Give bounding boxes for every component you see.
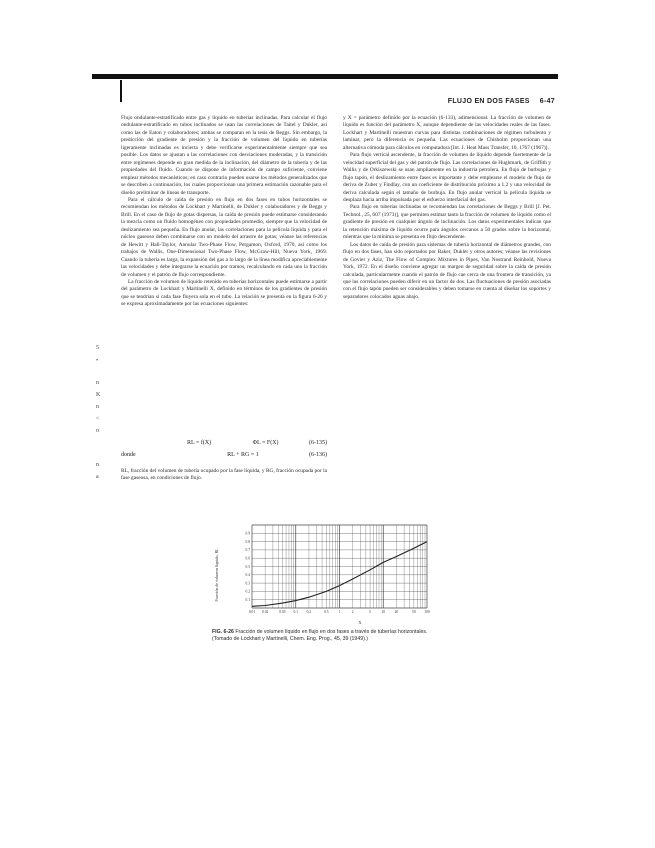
caption-label: FIG. 6-26 <box>212 629 234 635</box>
paragraph: y X = parámetro definido por la ecuación (6-133), adimensional. La fracción de volumen de líquido es función del parámetro X, aunque dependiente de las velocidades reales de las fases. Lockhart y Martinelli muestran curvas para distintas combinaciones de régimen turbulento y laminar, pero la diferencia es pequeña. Las ecuaciones de Chisholm proporcionan una alternativa cómoda para cálculos en computadora [Int. J. Heat Mass Transfer, 10, 1767 (1967)]. <box>343 115 551 151</box>
margin-mark: n <box>96 380 99 386</box>
header-section: FLUJO EN DOS FASES <box>447 98 530 105</box>
equation-sub <box>121 452 327 458</box>
equation-where: donde <box>121 452 136 458</box>
paragraph: Flujo ondulante-estratificado entre gas y líquido en tuberías inclinadas. Para calcular el flujo ondulante-estratificado en tubos inclinados se usan las correlaciones de Taitel y Dukler, así como las de Eaton y colaboradores; ambas se comparan en la tesis de Beggs. Sin embargo, la predicción del gradiente de presión y la fracción de volumen del líquido en tuberías ligeramente inclinadas es incierta y debe verificarse experimentalmente siempre que sea posible. Los datos se ajustan a las correlaciones con desviaciones moderadas, y la transición entre regímenes depende en gran medida de la inclinación, del diámetro de la tubería y de las propiedades del fluido. Cuando se dispone de información de campo suficiente, conviene emplear métodos mecanísticos; en caso contrario pueden usarse los métodos generalizados que se describen a continuación, los cuales proporcionan una primera estimación razonable para el diseño preliminar de líneas de transporte. <box>121 115 327 196</box>
left-column <box>121 115 327 573</box>
x-tick-label: 20 <box>394 610 399 614</box>
equation-number: (6-135) <box>309 440 327 446</box>
y-axis-label: Fracción de volumen líquido, RL <box>214 548 219 602</box>
paragraph: Los datos de caída de presión para sistemas de tubería horizontal de diámetros grandes, con flujo en dos fases, han sido reportados por Baker, Dukler y otros autores; véanse las revisiones de Govier y Aziz, The Flow of Complex Mixtures in Pipes, Van Nostrand Reinhold, Nueva York, 1972. En el diseño conviene agregar un margen de seguridad sobre la caída de presión calculada, particularmente cuando el patrón de flujo cae cerca de una frontera de transición, ya que las correlaciones pueden diferir en un factor de dos. Las fluctuaciones de presión asociadas con el flujo tapón pueden ser considerables y deben tomarse en cuenta al diseñar los soportes y separadores colocados aguas abajo. <box>343 241 551 300</box>
margin-mark: < <box>96 416 100 422</box>
x-tick-label: 0.02 <box>262 610 269 614</box>
caption-text: Fracción de volumen líquido en flujo en dos fases a través de tuberías horizontales. <box>235 629 428 635</box>
right-column <box>343 115 551 573</box>
y-tick-label: 0.9 <box>245 531 250 536</box>
x-tick-label: 50 <box>412 610 416 614</box>
paragraph: Para el cálculo de caída de presión en flujo en dos fases en tubos horizontales se recomiendan los métodos de Lockhart y Martinelli, de Dukler y colaboradores y de Beggs y Brill. En el caso de flujo de gotas dispersas, la caída de presión puede estimarse considerando la mezcla como un fluido homogéneo con propiedades promedio, siempre que la velocidad de deslizamiento sea pequeña. En flujo anular, las correlaciones para la película líquida y para el núcleo gaseoso deben combinarse con un modelo del arrastre de gotas; véanse las referencias de Hewitt y Hall-Taylor, Annular Two-Phase Flow, Pergamon, Oxford, 1970, así como los trabajos de Wallis, One-Dimensional Two-Phase Flow, McGraw-Hill, Nueva York, 1969. Cuando la tubería es larga, la expansión del gas a lo largo de la línea modifica apreciablemente las velocidades y debe integrarse la ecuación por tramos, recalculando en cada uno la fracción de volumen y el patrón de flujo correspondiente. <box>121 196 327 278</box>
equation-sub-number: (6-136) <box>309 452 327 458</box>
y-tick-label: 0.6 <box>245 556 250 561</box>
x-tick-label: 100 <box>424 610 430 614</box>
paragraph: La fracción de volumen de líquido retenido en tuberías horizontales puede estimarse a partir del parámetro de Lockhart y Martinelli X, definido en términos de los gradientes de presión que se tendrían si cada fase fluyera sola en el tubo. La relación se presenta en la figura 6-26 y se expresa aproximadamente por las ecuaciones siguientes: <box>121 278 327 308</box>
running-header <box>448 98 555 105</box>
x-axis-label: X <box>358 620 362 625</box>
after-equation-text: RL, fracción del volumen de tubería ocupado por la fase líquida, y RG, fracción ocupada por la fase gaseosa, en condiciones de flujo. <box>121 468 327 482</box>
margin-mark: • <box>96 358 99 364</box>
y-tick-label: 0.3 <box>245 581 250 586</box>
paragraph: Para flujo en tuberías inclinadas se recomiendan las correlaciones de Beggs y Brill [J. Pet. Technol., 25, 607 (1973)], que permiten estimar tanto la fracción de volumen de líquido como el gradiente de presión en cualquier ángulo de inclinación. Los datos experimentales indican que la retención máxima de líquido ocurre para ángulos cercanos a 50 grados sobre la horizontal, mientras que la mínima se presenta en flujo descendente. <box>343 204 551 241</box>
equation-sub-text: RL + RG = 1 <box>227 452 259 458</box>
equation-rhs: ΦL = F(X) <box>252 440 279 446</box>
equation-main <box>121 440 327 446</box>
y-tick-label: 0.5 <box>245 564 250 569</box>
margin-mark: K <box>96 392 101 398</box>
holdup-chart <box>212 520 467 625</box>
x-tick-label: 1 <box>338 610 341 614</box>
x-tick-label: 5 <box>369 610 371 614</box>
margin-mark: a <box>96 474 99 480</box>
thumb-mark <box>120 80 122 102</box>
paragraph: Para flujo vertical ascendente, la fracción de volumen de líquido depende fuertemente de la velocidad superficial del gas y del patrón de flujo. Las correlaciones de Hughmark, de Griffith y Wallis y de Orkiszewski se usan ampliamente en la industria petrolera. En flujo de burbujas y flujo tapón, el deslizamiento entre fases es importante y debe emplearse el modelo de flujo de deriva de Zuber y Findlay, con un coeficiente de distribución próximo a 1.2 y una velocidad de deriva calculada según el tamaño de burbuja. En flujo anular vertical la película líquida se desplaza hacia arriba impulsada por el esfuerzo interfacial del gas. <box>343 152 551 203</box>
caption-source: (Tomado de Lockhart y Martinelli, Chem. Eng. Prog., 45, 39 (1949).) <box>212 635 368 642</box>
margin-mark: n <box>96 462 99 468</box>
figure-caption <box>212 629 492 642</box>
x-tick-label: 0.05 <box>279 610 286 614</box>
y-tick-label: 0.4 <box>245 573 250 578</box>
y-tick-label: 0.7 <box>245 548 250 553</box>
page-number: 6-47 <box>539 98 555 105</box>
top-rule <box>92 74 558 79</box>
x-tick-label: 0.2 <box>306 610 312 614</box>
y-tick-label: 0.2 <box>245 589 250 594</box>
margin-mark: n <box>96 404 99 410</box>
y-tick-label: 0.1 <box>245 598 250 602</box>
margin-mark: o <box>96 428 99 434</box>
x-tick-label: 0.01 <box>248 610 256 614</box>
x-tick-label: 2 <box>351 610 354 614</box>
x-tick-label: 0.5 <box>324 610 329 614</box>
x-tick-label: 0.1 <box>293 610 298 614</box>
x-tick-label: 10 <box>381 610 386 614</box>
y-tick-label: 0.8 <box>245 539 250 544</box>
margin-mark: 5 <box>96 345 99 351</box>
equation-lhs: RL = f(X) <box>187 440 212 446</box>
